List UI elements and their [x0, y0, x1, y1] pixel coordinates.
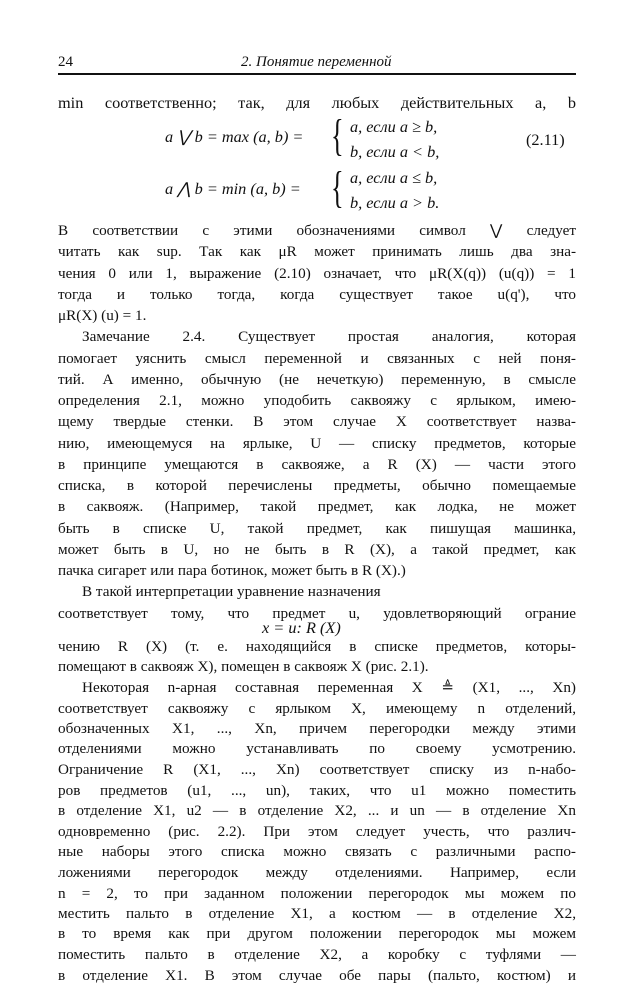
text-line: обозначенных X1, ..., Xn, причем перегородки между этими: [58, 720, 576, 738]
text-line: соответствует тому, что предмет u, удовлетворяющий ограние: [58, 605, 576, 622]
text-line: n = 2, то при заданном положении перегородок мы можем по: [58, 884, 576, 902]
text-line: Некоторая n-арная составная переменная X ≜ (X1, ..., Xn): [82, 678, 576, 696]
text-line: читать как sup. Так как μR может принимать лишь два зна-: [58, 243, 576, 260]
running-title: 2. Понятие переменной: [241, 54, 392, 70]
text-line: в отделение X1, u2 — в отделение X2, ... и un — в отделение Xn: [58, 802, 576, 820]
formula-max-case2: b, если a < b,: [350, 142, 440, 161]
text-line: μR(X) (u) = 1.: [58, 307, 147, 324]
text-line: тогда и только тогда, когда существует такое u(q'), что: [58, 286, 576, 303]
header-rule: [58, 73, 576, 75]
formula-max-case1: a, если a ≥ b,: [350, 117, 438, 136]
text-line: В соответствии с этими обозначениями символ ⋁ следует: [58, 222, 576, 239]
text-line: списка, в которой перечислены предметы, обычно помещаемые: [58, 477, 576, 494]
text-line: в то время как при другом положении перегородок мы можем: [58, 925, 576, 943]
text-line: местить пальто в отделение X1, а костюм — в отделение X2,: [58, 904, 576, 922]
text-line: ров предметов (u1, ..., un), таких, что u1 можно поместить: [58, 782, 576, 800]
formula-min-lhs: a ⋀ b = min (a, b) =: [165, 179, 301, 198]
text-line: может быть в U, но не быть в R (X), а такой предмет, как: [58, 541, 576, 558]
text-line: помогает уяснить смысл переменной и связанных с ней поня-: [58, 350, 576, 367]
text-line: нию, имеющемуся на ярлыке, U — списку предметов, которые: [58, 435, 576, 452]
formula-min-case1: a, если a ≤ b,: [350, 168, 438, 187]
text-line: ложениями перегородок между отделениями. Например, если: [58, 864, 576, 882]
text-line: В такой интерпретации уравнение назначения: [82, 583, 381, 600]
text-line: щему твердые стенки. В этом случае X соответствует назва-: [58, 413, 576, 430]
formula-min-brace: {: [331, 163, 344, 212]
text-line: чения 0 или 1, выражение (2.10) означает, что μR(X(q)) (u(q)) = 1: [58, 265, 576, 282]
text-line: быть в списке U, такой предмет, как пишущая машинка,: [58, 520, 576, 537]
text-line: ные наборы этого списка можно связать с различными распо-: [58, 842, 576, 860]
text-line: поместить пальто в отделение X2, а коробку с туфлями —: [58, 946, 576, 964]
text-line: пачка сигарет или пара ботинок, может быть в R (X).): [58, 562, 406, 579]
formula-max-brace: {: [331, 111, 344, 160]
formula-min-case2: b, если a > b.: [350, 193, 440, 212]
formula-max-lhs: a ⋁ b = max (a, b) =: [165, 127, 304, 146]
text-line: Замечание 2.4. Существует простая аналогия, которая: [82, 328, 576, 345]
text-line: соответствует саквояжу с ярлыком X, имеющему n отделений,: [58, 699, 576, 717]
page-number: 24: [58, 54, 73, 70]
text-line: в саквояж. (Например, такой предмет, как лодка, не может: [58, 498, 576, 515]
equation-number: (2.11): [526, 130, 565, 149]
text-line: в отделение X1. В этом случае обе пары (пальто, костюм) и: [58, 966, 576, 984]
text-line: Ограничение R (X1, ..., Xn) соответствует списку из n-набо-: [58, 760, 576, 778]
formula-assignment: x = u: R (X): [262, 617, 341, 637]
text-line: определения 2.1, можно уподобить саквояжу с ярлыком, имею-: [58, 392, 576, 409]
text-line: min соответственно; так, для любых действительных a, b: [58, 93, 576, 112]
text-line: тий. А именно, обычную (не нечеткую) переменную, в смысле: [58, 371, 576, 388]
text-line: отделениями можно устанавливать по своему усмотрению.: [58, 740, 576, 758]
text-line: одновременно (рис. 2.2). При этом следует учесть, что различ-: [58, 822, 576, 840]
page-header: [58, 54, 576, 72]
text-line: в принципе умещаются в саквояже, а R (X) — части этого: [58, 456, 576, 473]
text-line: помещают в саквояж X), помещен в саквояж X (рис. 2.1).: [58, 658, 429, 676]
text-line: чению R (X) (т. е. находящийся в списке предметов, которы-: [58, 638, 576, 655]
